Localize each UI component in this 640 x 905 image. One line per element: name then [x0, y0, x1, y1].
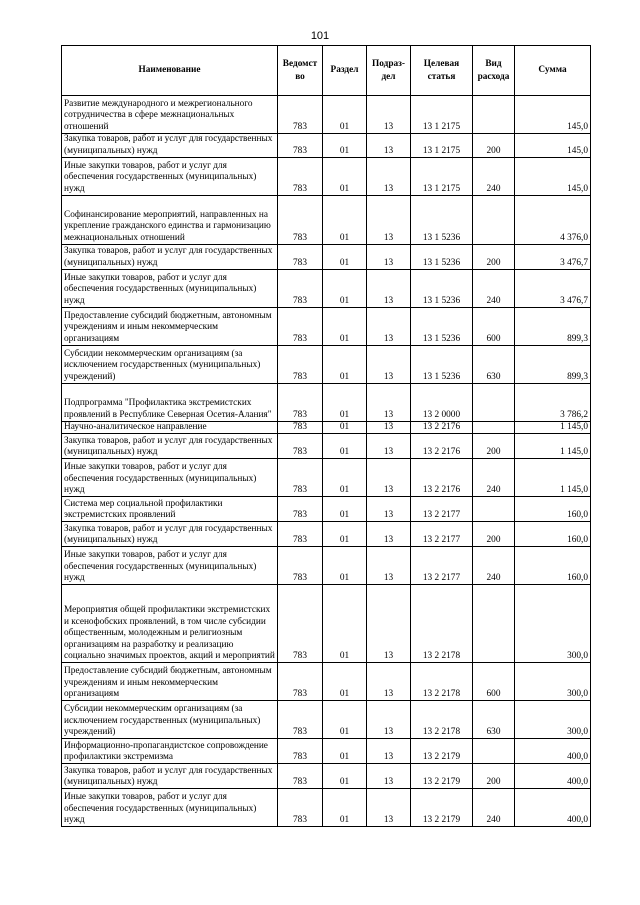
cell-name: Иные закупки товаров, работ и услуг для обеспечения государственных (муниципальных) нужд [62, 158, 278, 196]
table-body [62, 96, 591, 827]
cell-vid [473, 96, 515, 134]
cell-summa: 400,0 [515, 789, 591, 827]
table-row [62, 585, 591, 663]
cell-razdel: 01 [323, 547, 367, 585]
table-row [62, 158, 591, 196]
cell-podrazdel: 13 [367, 308, 411, 346]
cell-name: Иные закупки товаров, работ и услуг для обеспечения государственных (муниципальных) нужд [62, 270, 278, 308]
cell-summa: 400,0 [515, 739, 591, 764]
cell-summa: 145,0 [515, 158, 591, 196]
cell-name: Подпрограмма "Профилактика экстремистских проявлений в Республике Северная Осетия-Алания" [62, 384, 278, 422]
header-name: Наименование [62, 46, 278, 96]
table-row [62, 522, 591, 547]
cell-razdel: 01 [323, 308, 367, 346]
cell-celevaya: 13 1 5236 [411, 196, 473, 245]
cell-razdel: 01 [323, 434, 367, 459]
cell-celevaya: 13 1 5236 [411, 346, 473, 384]
cell-podrazdel: 13 [367, 196, 411, 245]
header-celevaya: Целевая статья [411, 46, 473, 96]
cell-podrazdel: 13 [367, 701, 411, 739]
cell-razdel: 01 [323, 196, 367, 245]
cell-razdel: 01 [323, 497, 367, 522]
page-number: 101 [310, 30, 330, 42]
cell-razdel: 01 [323, 245, 367, 270]
cell-name: Субсидии некоммерческим организациям (за исключением государственных (муниципальных) учреждений) [62, 346, 278, 384]
cell-vid: 600 [473, 308, 515, 346]
cell-vid [473, 497, 515, 522]
cell-podrazdel: 13 [367, 739, 411, 764]
cell-razdel: 01 [323, 663, 367, 701]
cell-name: Закупка товаров, работ и услуг для государственных (муниципальных) нужд [62, 134, 278, 158]
cell-vid: 240 [473, 547, 515, 585]
cell-vid: 240 [473, 789, 515, 827]
budget-table [61, 45, 591, 827]
cell-podrazdel: 13 [367, 459, 411, 497]
cell-summa: 3 786,2 [515, 384, 591, 422]
cell-razdel: 01 [323, 422, 367, 434]
table-row [62, 497, 591, 522]
cell-celevaya: 13 2 2179 [411, 739, 473, 764]
cell-ved: 783 [278, 422, 323, 434]
cell-podrazdel: 13 [367, 346, 411, 384]
cell-ved: 783 [278, 196, 323, 245]
cell-ved: 783 [278, 96, 323, 134]
cell-celevaya: 13 2 2176 [411, 459, 473, 497]
cell-podrazdel: 13 [367, 497, 411, 522]
cell-podrazdel: 13 [367, 245, 411, 270]
header-ved: Ведомст во [278, 46, 323, 96]
cell-podrazdel: 13 [367, 585, 411, 663]
cell-vid [473, 739, 515, 764]
cell-podrazdel: 13 [367, 764, 411, 789]
cell-celevaya: 13 2 2178 [411, 663, 473, 701]
cell-vid [473, 422, 515, 434]
cell-podrazdel: 13 [367, 384, 411, 422]
cell-name: Субсидии некоммерческим организациям (за исключением государственных (муниципальных) учреждений) [62, 701, 278, 739]
cell-summa: 3 476,7 [515, 270, 591, 308]
cell-ved: 783 [278, 245, 323, 270]
cell-celevaya: 13 2 2179 [411, 764, 473, 789]
cell-celevaya: 13 2 2177 [411, 522, 473, 547]
cell-summa: 1 145,0 [515, 459, 591, 497]
cell-podrazdel: 13 [367, 422, 411, 434]
cell-name: Софинансирование мероприятий, направленных на укрепление гражданского единства и гармонизацию межнациональных отношений [62, 196, 278, 245]
cell-ved: 783 [278, 384, 323, 422]
cell-ved: 783 [278, 158, 323, 196]
cell-podrazdel: 13 [367, 270, 411, 308]
cell-name: Развитие международного и межрегионального сотрудничества в сфере межнациональных отношений [62, 96, 278, 134]
cell-podrazdel: 13 [367, 434, 411, 459]
cell-name: Закупка товаров, работ и услуг для государственных (муниципальных) нужд [62, 764, 278, 789]
cell-name: Закупка товаров, работ и услуг для государственных (муниципальных) нужд [62, 245, 278, 270]
cell-celevaya: 13 2 2176 [411, 422, 473, 434]
cell-vid: 200 [473, 245, 515, 270]
cell-celevaya: 13 1 2175 [411, 134, 473, 158]
table-row [62, 346, 591, 384]
cell-summa: 4 376,0 [515, 196, 591, 245]
cell-summa: 300,0 [515, 701, 591, 739]
table-row [62, 764, 591, 789]
cell-razdel: 01 [323, 346, 367, 384]
cell-name: Иные закупки товаров, работ и услуг для обеспечения государственных (муниципальных) нужд [62, 547, 278, 585]
cell-summa: 1 145,0 [515, 434, 591, 459]
cell-summa: 160,0 [515, 497, 591, 522]
cell-ved: 783 [278, 522, 323, 547]
cell-ved: 783 [278, 547, 323, 585]
cell-celevaya: 13 1 2175 [411, 96, 473, 134]
cell-ved: 783 [278, 459, 323, 497]
cell-ved: 783 [278, 764, 323, 789]
cell-razdel: 01 [323, 158, 367, 196]
table-row [62, 789, 591, 827]
cell-podrazdel: 13 [367, 96, 411, 134]
cell-name: Закупка товаров, работ и услуг для государственных (муниципальных) нужд [62, 522, 278, 547]
cell-razdel: 01 [323, 739, 367, 764]
table-row [62, 196, 591, 245]
cell-summa: 160,0 [515, 522, 591, 547]
table-row [62, 384, 591, 422]
cell-summa: 899,3 [515, 346, 591, 384]
cell-celevaya: 13 1 2175 [411, 158, 473, 196]
cell-razdel: 01 [323, 789, 367, 827]
cell-vid: 630 [473, 346, 515, 384]
cell-ved: 783 [278, 346, 323, 384]
header-summa: Сумма [515, 46, 591, 96]
cell-summa: 145,0 [515, 134, 591, 158]
cell-podrazdel: 13 [367, 547, 411, 585]
cell-podrazdel: 13 [367, 158, 411, 196]
cell-razdel: 01 [323, 134, 367, 158]
cell-name: Научно-аналитическое направление [62, 422, 278, 434]
cell-ved: 783 [278, 134, 323, 158]
table-row [62, 663, 591, 701]
cell-podrazdel: 13 [367, 789, 411, 827]
table-row [62, 547, 591, 585]
cell-name: Предоставление субсидий бюджетным, автономным учреждениям и иным некоммерческим организациям [62, 308, 278, 346]
cell-vid: 200 [473, 522, 515, 547]
cell-celevaya: 13 2 2178 [411, 585, 473, 663]
cell-vid: 600 [473, 663, 515, 701]
cell-celevaya: 13 2 2178 [411, 701, 473, 739]
cell-name: Иные закупки товаров, работ и услуг для обеспечения государственных (муниципальных) нужд [62, 789, 278, 827]
cell-razdel: 01 [323, 701, 367, 739]
cell-razdel: 01 [323, 270, 367, 308]
cell-name: Иные закупки товаров, работ и услуг для обеспечения государственных (муниципальных) нужд [62, 459, 278, 497]
cell-razdel: 01 [323, 585, 367, 663]
cell-celevaya: 13 2 2177 [411, 497, 473, 522]
cell-celevaya: 13 2 2177 [411, 547, 473, 585]
cell-summa: 300,0 [515, 663, 591, 701]
cell-vid: 200 [473, 134, 515, 158]
cell-ved: 783 [278, 789, 323, 827]
cell-name: Информационно-пропагандистское сопровождение профилактики экстремизма [62, 739, 278, 764]
table-row [62, 270, 591, 308]
cell-celevaya: 13 2 2176 [411, 434, 473, 459]
cell-name: Мероприятия общей профилактики экстремистских и ксенофобских проявлений, в том числе субсидии общественным, молодежным и религиозным организациям на разработку и реализацию социально значимых проектов, акций и мероприятий [62, 585, 278, 663]
cell-razdel: 01 [323, 522, 367, 547]
cell-vid [473, 585, 515, 663]
cell-celevaya: 13 1 5236 [411, 270, 473, 308]
cell-podrazdel: 13 [367, 134, 411, 158]
cell-ved: 783 [278, 701, 323, 739]
cell-summa: 899,3 [515, 308, 591, 346]
cell-summa: 1 145,0 [515, 422, 591, 434]
cell-vid: 200 [473, 764, 515, 789]
table-row [62, 134, 591, 158]
table-row [62, 701, 591, 739]
cell-podrazdel: 13 [367, 522, 411, 547]
cell-razdel: 01 [323, 764, 367, 789]
table-row [62, 308, 591, 346]
cell-razdel: 01 [323, 384, 367, 422]
table-row [62, 434, 591, 459]
cell-vid: 630 [473, 701, 515, 739]
cell-celevaya: 13 2 2179 [411, 789, 473, 827]
cell-vid: 240 [473, 158, 515, 196]
table-row [62, 739, 591, 764]
cell-summa: 160,0 [515, 547, 591, 585]
cell-summa: 3 476,7 [515, 245, 591, 270]
table-row [62, 422, 591, 434]
table-row [62, 459, 591, 497]
cell-name: Система мер социальной профилактики экстремистских проявлений [62, 497, 278, 522]
cell-vid: 200 [473, 434, 515, 459]
cell-vid: 240 [473, 459, 515, 497]
cell-summa: 300,0 [515, 585, 591, 663]
cell-vid [473, 384, 515, 422]
cell-vid [473, 196, 515, 245]
table-header-row [62, 46, 591, 96]
header-razdel: Раздел [323, 46, 367, 96]
cell-ved: 783 [278, 434, 323, 459]
cell-celevaya: 13 1 5236 [411, 245, 473, 270]
cell-razdel: 01 [323, 96, 367, 134]
cell-name: Закупка товаров, работ и услуг для государственных (муниципальных) нужд [62, 434, 278, 459]
cell-podrazdel: 13 [367, 663, 411, 701]
cell-celevaya: 13 2 0000 [411, 384, 473, 422]
cell-ved: 783 [278, 497, 323, 522]
header-podrazdel: Подраз-дел [367, 46, 411, 96]
table-row [62, 96, 591, 134]
cell-razdel: 01 [323, 459, 367, 497]
cell-celevaya: 13 1 5236 [411, 308, 473, 346]
cell-ved: 783 [278, 663, 323, 701]
cell-ved: 783 [278, 270, 323, 308]
cell-summa: 400,0 [515, 764, 591, 789]
table-row [62, 245, 591, 270]
header-vid: Вид расхода [473, 46, 515, 96]
cell-name: Предоставление субсидий бюджетным, автономным учреждениям и иным некоммерческим организациям [62, 663, 278, 701]
cell-ved: 783 [278, 308, 323, 346]
cell-vid: 240 [473, 270, 515, 308]
cell-ved: 783 [278, 585, 323, 663]
cell-summa: 145,0 [515, 96, 591, 134]
cell-ved: 783 [278, 739, 323, 764]
